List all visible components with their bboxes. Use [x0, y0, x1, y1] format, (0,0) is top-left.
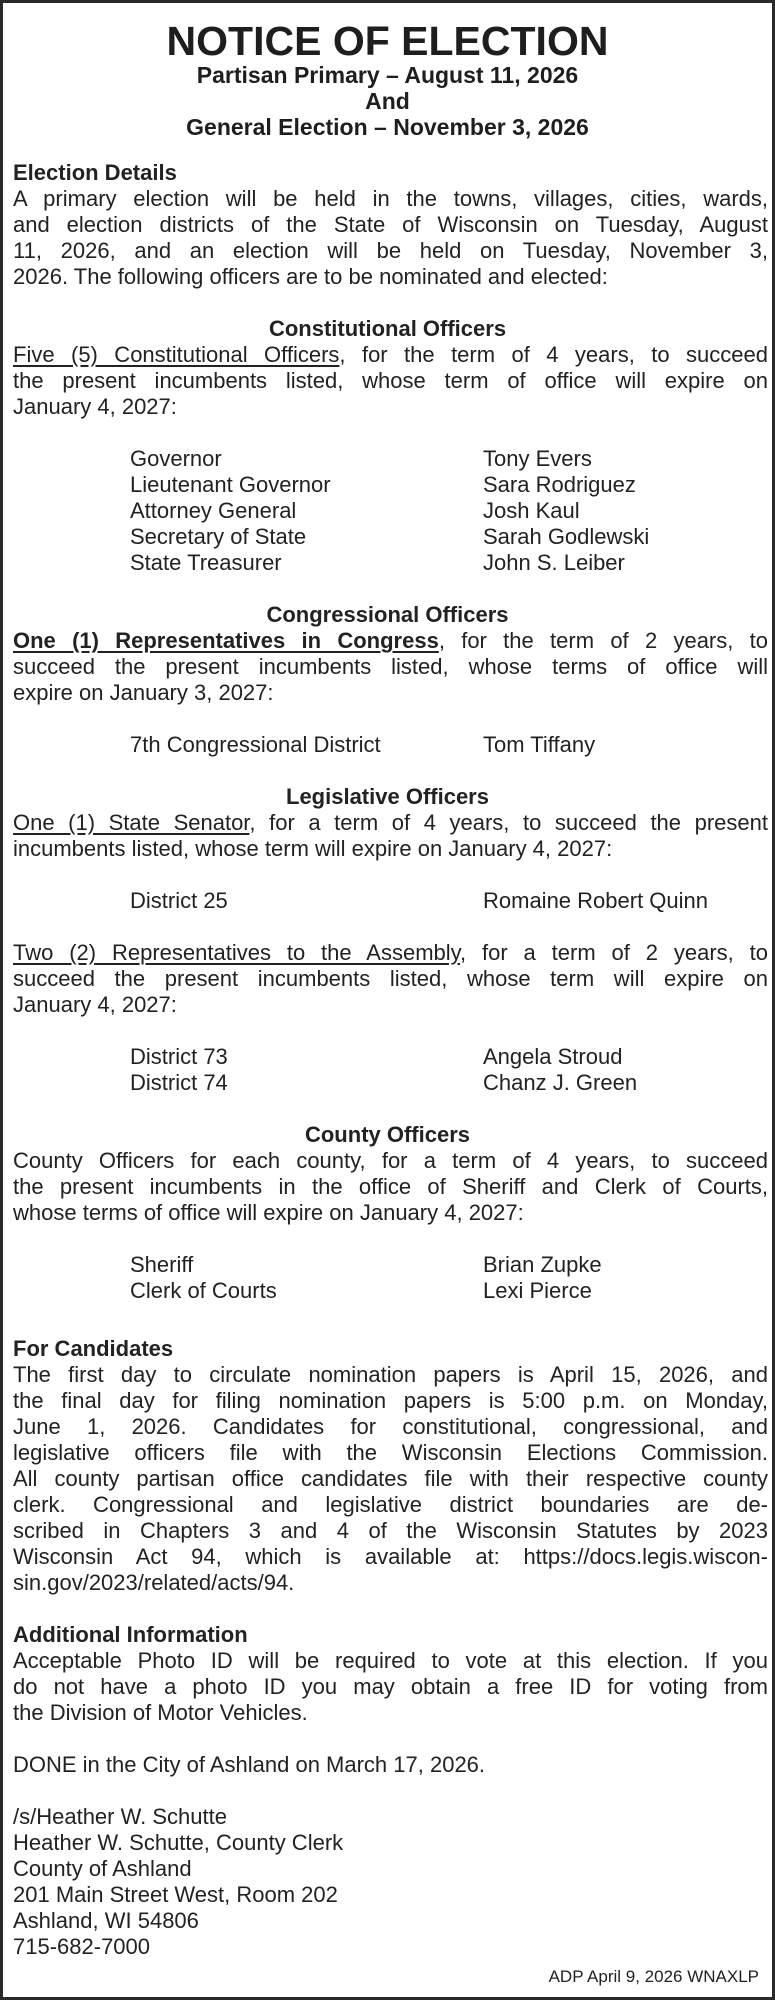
office-name: Clerk of Courts — [130, 1278, 277, 1303]
candidates-line: clerk. Congressional and legislative district boundaries are de- — [13, 1492, 768, 1517]
incumbent-name: Angela Stroud — [483, 1044, 623, 1069]
notice-title: NOTICE OF ELECTION — [166, 18, 609, 64]
incumbent-name: Sarah Godlewski — [483, 524, 650, 549]
senate-count-label: One (1) State Senator — [13, 810, 250, 835]
congressional-intro-line: One (1) Representatives in Congress, for the term of 2 years, to — [13, 628, 769, 653]
signature-phone: 715-682-7000 — [13, 1934, 151, 1959]
primary-date-subtitle: Partisan Primary – August 11, 2026 — [196, 62, 579, 88]
election-details-line: A primary election will be held in the towns, villages, cities, wards, — [13, 186, 768, 211]
candidates-line: June 1, 2026. Candidates for constitutional, congressional, and — [13, 1414, 768, 1439]
senate-intro-line: One (1) State Senator, for a term of 4 years, to succeed the present — [13, 810, 768, 835]
constitutional-intro-line: Five (5) Constitutional Officers, for the term of 4 years, to succeed — [13, 342, 768, 367]
constitutional-officers-heading: Constitutional Officers — [268, 316, 507, 341]
signature-city-zip: Ashland, WI 54806 — [13, 1908, 199, 1933]
signature-line: /s/Heather W. Schutte — [13, 1804, 227, 1829]
legislative-officers-heading: Legislative Officers — [286, 784, 489, 809]
and-subtitle: And — [365, 88, 410, 114]
office-name: Sheriff — [130, 1252, 194, 1277]
election-details-heading: Election Details — [13, 160, 177, 185]
constitutional-intro-line: January 4, 2027: — [13, 394, 177, 419]
office-name: District 74 — [130, 1070, 228, 1095]
congressional-count-label: One (1) Representatives in Congress — [13, 628, 439, 653]
senate-intro-line: incumbents listed, whose term will expire on January 4, 2027: — [13, 836, 613, 861]
office-name: Attorney General — [130, 498, 297, 523]
signature-county: County of Ashland — [13, 1856, 192, 1881]
office-name: Governor — [130, 446, 222, 471]
office-name: Secretary of State — [130, 524, 307, 549]
candidates-line: The first day to circulate nomination papers is April 15, 2026, and — [13, 1362, 768, 1387]
candidates-line: All county partisan office candidates file with their respective county — [13, 1466, 768, 1491]
done-statement: DONE in the City of Ashland on March 17, 2026. — [13, 1752, 486, 1777]
county-officers-heading: County Officers — [304, 1122, 471, 1147]
additional-line: the Division of Motor Vehicles. — [13, 1700, 308, 1725]
congressional-intro-line: succeed the present incumbents listed, whose terms of office will — [13, 654, 768, 679]
constitutional-count-label: Five (5) Constitutional Officers — [13, 342, 340, 367]
for-candidates-heading: For Candidates — [13, 1336, 174, 1361]
publication-code: ADP April 9, 2026 WNAXLP — [548, 1967, 759, 1986]
assembly-intro-line: January 4, 2027: — [13, 992, 177, 1017]
signature-address: 201 Main Street West, Room 202 — [13, 1882, 338, 1907]
office-name: Lieutenant Governor — [130, 472, 331, 497]
incumbent-name: John S. Leiber — [483, 550, 625, 575]
assembly-intro-line: Two (2) Representatives to the Assembly, for a term of 2 years, to — [13, 940, 768, 965]
county-intro-line: whose terms of office will expire on January 4, 2027: — [13, 1200, 524, 1225]
candidates-line: Wisconsin Act 94, which is available at: https://docs.legis.wiscon- — [13, 1544, 768, 1569]
additional-line: do not have a photo ID you may obtain a free ID for voting from — [13, 1674, 768, 1699]
constitutional-intro-line: the present incumbents listed, whose term of office will expire on — [13, 368, 768, 393]
office-name: District 25 — [130, 888, 228, 913]
signature-name-title: Heather W. Schutte, County Clerk — [13, 1830, 344, 1855]
candidates-line: scribed in Chapters 3 and 4 of the Wisconsin Statutes by 2023 — [13, 1518, 768, 1543]
incumbent-name: Josh Kaul — [483, 498, 580, 523]
incumbent-name: Brian Zupke — [483, 1252, 602, 1277]
congressional-officers-heading: Congressional Officers — [266, 602, 509, 627]
candidates-line: legislative officers file with the Wisconsin Elections Commission. — [13, 1440, 768, 1465]
office-name: District 73 — [130, 1044, 228, 1069]
additional-line: Acceptable Photo ID will be required to vote at this election. If you — [13, 1648, 768, 1673]
assembly-intro-line: succeed the present incumbents listed, whose term will expire on — [13, 966, 768, 991]
general-date-subtitle: General Election – November 3, 2026 — [186, 114, 589, 140]
election-details-line: and election districts of the State of Wisconsin on Tuesday, August — [13, 212, 768, 237]
election-details-line: 11, 2026, and an election will be held on Tuesday, November 3, — [13, 238, 768, 263]
candidates-line: the final day for filing nomination papers is 5:00 p.m. on Monday, — [13, 1388, 768, 1413]
county-intro-line: County Officers for each county, for a term of 4 years, to succeed — [13, 1148, 768, 1173]
election-details-line: 2026. The following officers are to be nominated and elected: — [13, 264, 608, 289]
office-name: State Treasurer — [130, 550, 282, 575]
office-name: 7th Congressional District — [130, 732, 381, 757]
incumbent-name: Lexi Pierce — [483, 1278, 592, 1303]
county-intro-line: the present incumbents in the office of Sheriff and Clerk of Courts, — [13, 1174, 768, 1199]
incumbent-name: Tom Tiffany — [483, 732, 596, 757]
additional-information-heading: Additional Information — [13, 1622, 248, 1647]
incumbent-name: Sara Rodriguez — [483, 472, 636, 497]
candidates-line: sin.gov/2023/related/acts/94. — [13, 1570, 295, 1595]
assembly-count-label: Two (2) Representatives to the Assembly — [13, 940, 461, 965]
incumbent-name: Tony Evers — [483, 446, 592, 471]
incumbent-name: Chanz J. Green — [483, 1070, 638, 1095]
congressional-intro-line: expire on January 3, 2027: — [13, 680, 274, 705]
incumbent-name: Romaine Robert Quinn — [483, 888, 709, 913]
